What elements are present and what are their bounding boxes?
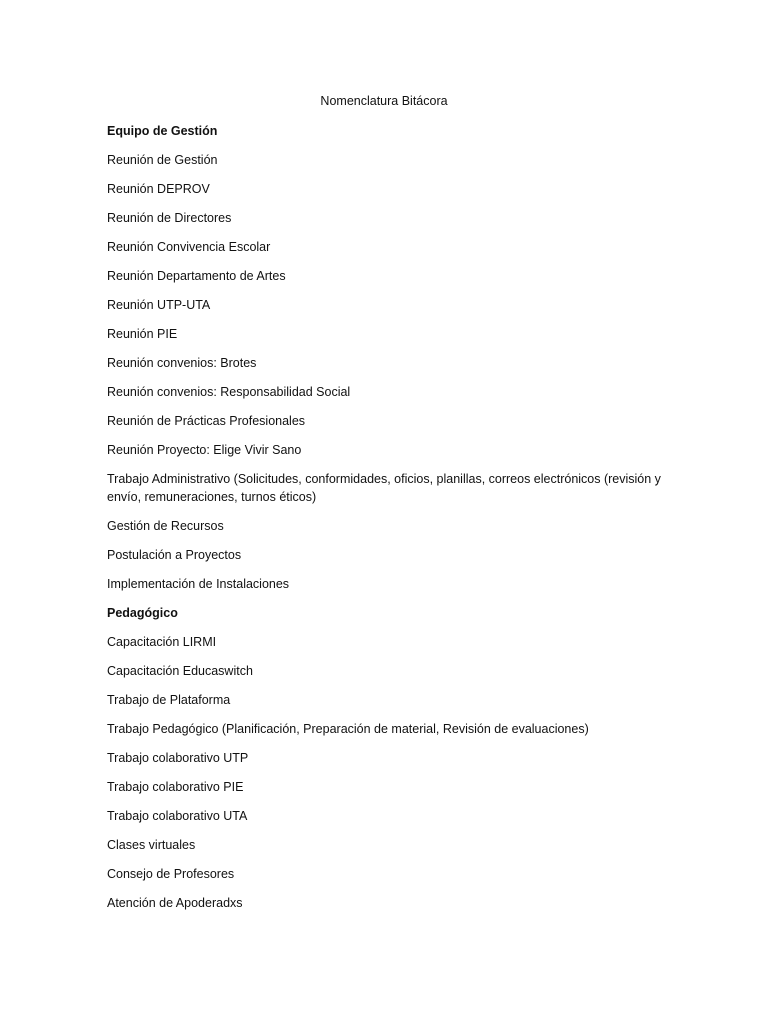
entry-list: [107, 122, 667, 923]
list-item: Implementación de Instalaciones: [107, 577, 290, 591]
list-item: Reunión UTP-UTA: [107, 298, 211, 312]
list-item: Reunión convenios: Responsabilidad Social: [107, 385, 351, 399]
list-item: Reunión de Prácticas Profesionales: [107, 414, 306, 428]
list-item: Postulación a Proyectos: [107, 548, 242, 562]
list-item: Clases virtuales: [107, 838, 196, 852]
list-item: Trabajo colaborativo PIE: [107, 780, 244, 794]
list-item: Gestión de Recursos: [107, 519, 224, 533]
section-heading: Equipo de Gestión: [107, 124, 218, 138]
list-item: Capacitación LIRMI: [107, 635, 217, 649]
list-item: Trabajo de Plataforma: [107, 693, 231, 707]
list-item: Trabajo Pedagógico (Planificación, Preparación de material, Revisión de evaluaciones): [107, 722, 589, 736]
list-item: Consejo de Profesores: [107, 867, 235, 881]
list-item: Reunión convenios: Brotes: [107, 356, 257, 370]
document-title: Nomenclatura Bitácora: [320, 94, 448, 108]
list-item: Reunión de Directores: [107, 211, 232, 225]
list-item: Capacitación Educaswitch: [107, 664, 253, 678]
list-item: Reunión Proyecto: Elige Vivir Sano: [107, 443, 302, 457]
list-item: Reunión PIE: [107, 327, 178, 341]
list-item: Trabajo colaborativo UTP: [107, 751, 249, 765]
list-item: Trabajo colaborativo UTA: [107, 809, 248, 823]
list-item: Trabajo Administrativo (Solicitudes, conformidades, oficios, planillas, correos electrónicos (revisión y envío, remuneraciones, turnos éticos): [107, 472, 661, 504]
list-item: Reunión Convivencia Escolar: [107, 240, 271, 254]
list-item: Atención de Apoderadxs: [107, 896, 243, 910]
list-item: Reunión Departamento de Artes: [107, 269, 286, 283]
list-item: Reunión de Gestión: [107, 153, 218, 167]
list-item: Reunión DEPROV: [107, 182, 210, 196]
section-heading: Pedagógico: [107, 606, 178, 620]
